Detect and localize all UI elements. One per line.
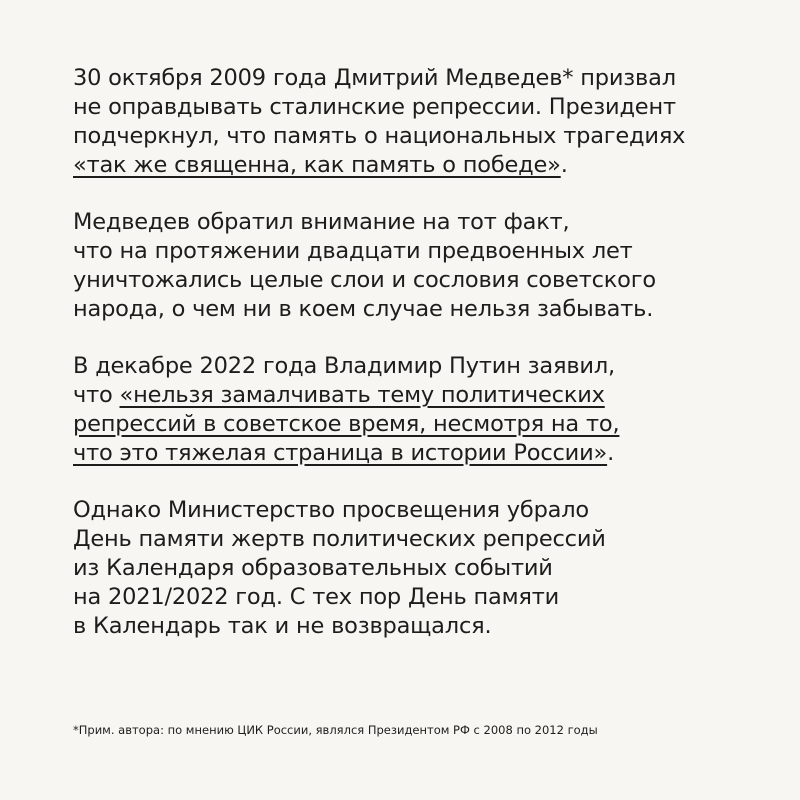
text-line bbox=[73, 151, 753, 180]
text-line: уничтожались целые слои и сословия советского bbox=[73, 267, 656, 293]
text-line: Однако Министерство просвещения убрало bbox=[73, 497, 589, 523]
text-line: 30 октября 2009 года Дмитрий Медведев* призвал bbox=[73, 65, 676, 91]
text-line: из Календаря образовательных событий bbox=[73, 555, 553, 581]
paragraph-putin-2022 bbox=[73, 352, 753, 468]
text-line: День памяти жертв политических репрессий bbox=[73, 526, 606, 552]
quote-link-putin[interactable]: «нельзя замалчивать тему политических bbox=[119, 382, 605, 408]
paragraph-medvedev-2009 bbox=[73, 64, 753, 180]
text-line: В декабре 2022 года Владимир Путин заявил, bbox=[73, 353, 615, 379]
quote-link-putin[interactable]: что это тяжелая страница в истории России» bbox=[73, 440, 608, 466]
text-line: подчеркнул, что память о национальных трагедиях bbox=[73, 123, 686, 149]
text-line: не оправдывать сталинские репрессии. Президент bbox=[73, 94, 676, 120]
text-line: в Календарь так и не возвращался. bbox=[73, 613, 492, 639]
text-line bbox=[73, 439, 753, 468]
quote-link-medvedev[interactable]: «так же священна, как память о победе» bbox=[73, 152, 561, 178]
text-fragment: . bbox=[560, 152, 568, 178]
quote-link-putin[interactable]: репрессий в советское время, несмотря на то, bbox=[73, 411, 620, 437]
text-line bbox=[73, 410, 753, 439]
author-footnote: *Прим. автора: по мнению ЦИК России, являлся Президентом РФ с 2008 по 2012 годы bbox=[73, 723, 598, 737]
paragraph-medvedev-attention bbox=[73, 208, 753, 324]
text-line: на 2021/2022 год. С тех пор День памяти bbox=[73, 584, 560, 610]
text-line: что на протяжении двадцати предвоенных лет bbox=[73, 238, 633, 264]
text-line bbox=[73, 381, 753, 410]
text-line: Медведев обратил внимание на тот факт, bbox=[73, 209, 570, 235]
text-fragment: . bbox=[607, 440, 615, 466]
paragraph-ministry bbox=[73, 496, 753, 641]
text-fragment: что bbox=[73, 382, 120, 408]
article-body bbox=[73, 64, 753, 669]
text-line: народа, о чем ни в коем случае нельзя забывать. bbox=[73, 296, 654, 322]
